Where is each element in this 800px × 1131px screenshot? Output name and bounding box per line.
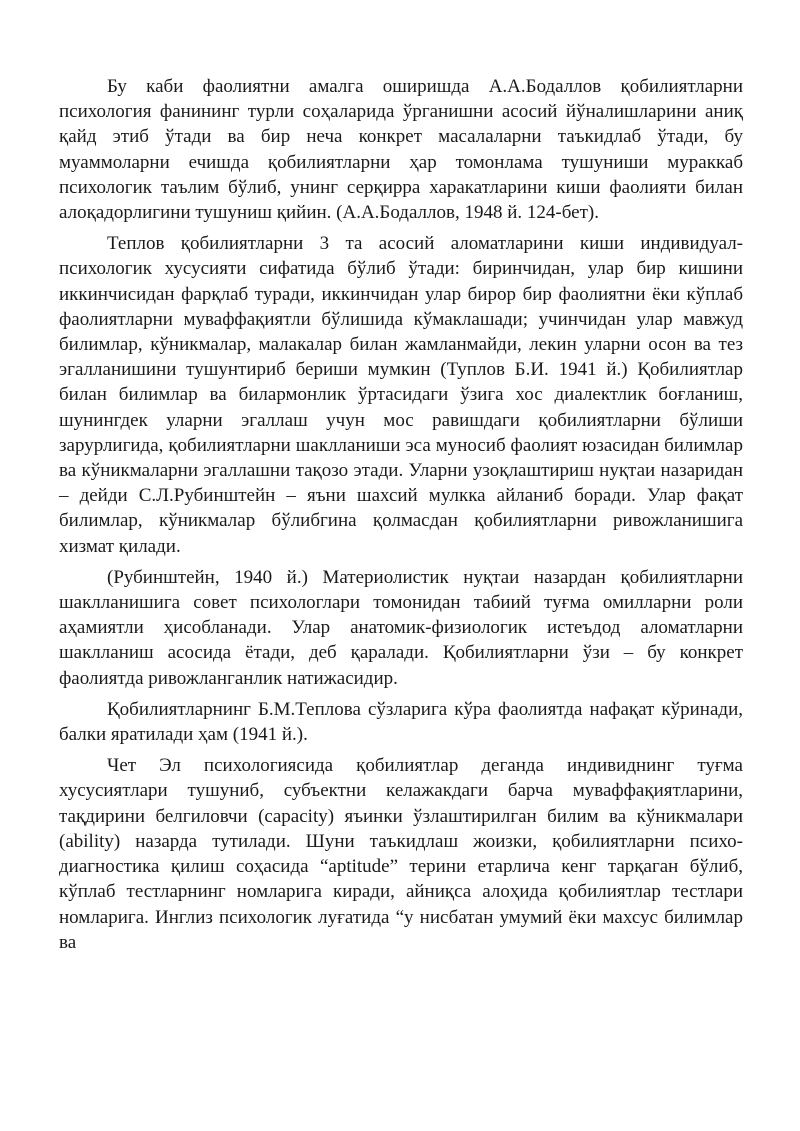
paragraph-foreign-psychology: Чет Эл психологиясида қобилиятлар деганда индивиднинг туғма хусусиятлари тушуниб, субъектни келажакдаги барча муваффақиятларини, тақдирини белгиловчи (capacity) яъинки ўзлаштирилган билим ва кўникмалари (ability) назарда тутилади. Шуни таъкидлаш жоизки, қобилиятларни психо-диагностика қилиш соҳасида “aptitude” терини етарлича кенг тарқаган бўлиб, кўплаб тестларнинг номларига киради, айниқса алоҳида қобилиятлар тестлари номларига. Инглиз психологик луғатида “у нисбатан умумий ёки махсус билимлар ва xyxy=(59,755,743,953)
paragraph-rubinstein: (Рубинштейн, 1940 й.) Материолистик нуқтаи назардан қобилиятларни шаклланишига совет психологлари томонидан табиий туғма омилларни роли аҳамиятли ҳисобланади. Улар анатомик-физиологик истеъдод аломатларни шаклланиш асосида ётади, деб қаралади. Қобилиятларни ўзи – бу конкрет фаолиятда ривожланганлик натижасидир. xyxy=(59,566,743,689)
paragraph-teplova-quote: Қобилиятларнинг Б.М.Теплова сўзларига кўра фаолиятда нафақат кўринади, балки яратилади ҳам (1941 й.). xyxy=(59,698,743,746)
paragraph-bodallov: Бу каби фаолиятни амалга оширишда А.А.Бодаллов қобилиятларни психология фанининг турли соҳаларида ўрганишни асосий йўналишларини аниқ қайд этиб ўтади ва бир неча конкрет масалаларни таъкидлаб ўтади, бу муаммоларни ечишда қобилиятларни ҳар томонлама тушуниши мураккаб психологик таълим бўлиб, унинг серқирра харакатларини киши фаолияти билан алоқадорлигини тушуниш қийин. (А.А.Бодаллов, 1948 й. 124-бет). xyxy=(59,76,743,224)
document-page xyxy=(59,74,743,961)
paragraph-teplov: Теплов қобилиятларни 3 та асосий аломатларини киши индивидуал-психологик хусусияти сифатида бўлиб ўтади: биринчидан, улар бир кишини иккинчисидан фарқлаб туради, иккинчидан улар бирор бир фаолиятни ёки кўплаб фаолиятларни муваффақиятли бўлишида кўмаклашади; учинчидан улар мавжуд билимлар, кўникмалар, малакалар билан жамланмайди, лекин уларни осон ва тез эгалланишини тушунтириб бериши мумкин (Туплов Б.И. 1941 й.) Қобилиятлар билан билимлар ва билармонлик ўртасидаги ўзига хос диалектлик боғланиш, шунингдек уларни эгаллаш учун мос равишдаги қобилиятларни бўлиши зарурлигида, қобилиятларни шаклланиши эса муносиб фаолият юзасидан билимлар ва кўникмаларни эгаллашни тақозо этади. Уларни узоқлаштириш нуқтаи назаридан – дейди С.Л.Рубинштейн – яъни шахсий мулкка айланиб боради. Улар фақат билимлар, кўникмалар бўлибгина қолмасдан қобилиятларни ривожланишига хизмат қилади. xyxy=(59,233,743,557)
